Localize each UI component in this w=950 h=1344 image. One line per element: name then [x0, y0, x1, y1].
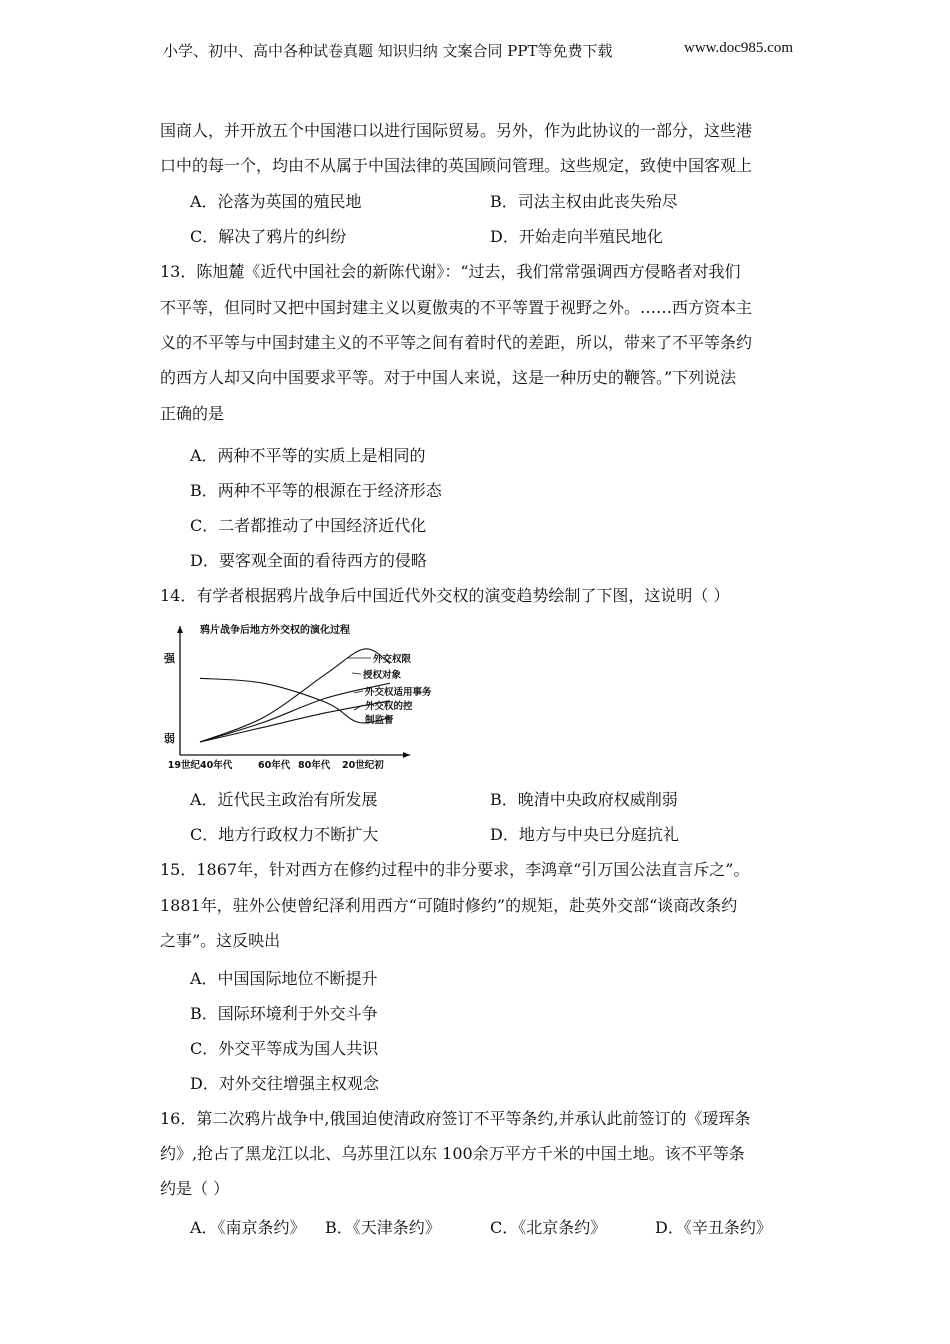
series-label-4: 制监督 [365, 715, 394, 726]
q16-option-d[interactable]: D．《辛丑条约》 [655, 1218, 772, 1237]
q16-line-2: 约》,抢占了黑龙江以北、乌苏里江以东 100余万平方千米的中国土地。该不平等条 [160, 1144, 745, 1163]
series-leader-2 [352, 673, 361, 674]
series-label-3: 外交权适用事务 [365, 687, 432, 698]
x-tick-label: 80年代 [298, 760, 331, 770]
q16-option-a[interactable]: A．《南京条约》 [190, 1218, 306, 1237]
header-text: 小学、初中、高中各种试卷真题 知识归纳 文案合同 PPT等免费下载 [163, 42, 613, 60]
q16-option-b[interactable]: B．《天津条约》 [325, 1218, 441, 1237]
q12-option-a[interactable]: A．沦落为英国的殖民地 [190, 192, 362, 211]
q12-option-b[interactable]: B．司法主权由此丧失殆尽 [490, 192, 678, 211]
chart-svg [160, 618, 460, 770]
q15-option-c[interactable]: C．外交平等成为国人共识 [190, 1039, 379, 1058]
x-tick-label: 20世纪初 [342, 760, 384, 770]
q13-line-3: 义的不平等与中国封建主义的不平等之间有着时代的差距，所以，带来了不平等条约 [160, 333, 753, 352]
series-label-4: 外交权的控 [365, 701, 413, 712]
q16-line-1: 16．第二次鸦片战争中,俄国迫使清政府签订不平等条约,并承认此前签订的《瑷珲条 [160, 1109, 751, 1128]
q13-option-d[interactable]: D．要客观全面的看待西方的侵略 [190, 551, 427, 570]
q13-option-c[interactable]: C．二者都推动了中国经济近代化 [190, 516, 427, 535]
q14-line-1: 14．有学者根据鸦片战争后中国近代外交权的演变趋势绘制了下图，这说明（ ） [160, 586, 730, 605]
q15-option-a[interactable]: A．中国国际地位不断提升 [190, 969, 378, 988]
q15-line-1: 15．1867年，针对西方在修约过程中的非分要求，李鸿章“引万国公法直言斥之”。 [160, 860, 750, 879]
series-line-1 [200, 649, 390, 742]
q14-option-a[interactable]: A．近代民主政治有所发展 [190, 790, 378, 809]
q12-option-d[interactable]: D．开始走向半殖民地化 [490, 227, 663, 246]
x-tick-label: 19世纪40年代 [167, 760, 233, 770]
q13-line-2: 不平等，但同时又把中国封建主义以夏傲夷的不平等置于视野之外。……西方资本主 [160, 298, 753, 317]
q13-line-5: 正确的是 [160, 404, 225, 423]
page-header [163, 40, 793, 61]
series-label-1: 外交权限 [373, 654, 412, 665]
y-label-weak: 弱 [164, 732, 175, 745]
q12-line-1: 国商人，并开放五个中国港口以进行国际贸易。另外，作为此协议的一部分，这些港 [160, 121, 753, 140]
diplomatic-power-chart [160, 618, 460, 770]
y-label-strong: 强 [164, 652, 175, 665]
chart-title: 鸦片战争后地方外交权的演化过程 [200, 625, 350, 636]
q16-option-c[interactable]: C．《北京条约》 [490, 1218, 607, 1237]
series-line-2 [200, 683, 390, 742]
series-line-3 [200, 701, 390, 742]
q15-option-b[interactable]: B．国际环境利于外交斗争 [190, 1004, 378, 1023]
q14-option-b[interactable]: B．晚清中央政府权威削弱 [490, 790, 678, 809]
series-leader-3 [354, 691, 363, 693]
q14-option-c[interactable]: C．地方行政权力不断扩大 [190, 825, 379, 844]
q13-line-1: 13．陈旭麓《近代中国社会的新陈代谢》：“过去，我们常常强调西方侵略者对我们 [160, 262, 741, 281]
y-axis-arrow [177, 626, 183, 633]
q16-line-3: 约是（ ） [160, 1179, 230, 1198]
q12-option-c[interactable]: C．解决了鸦片的纠纷 [190, 227, 347, 246]
x-tick-label: 60年代 [258, 760, 291, 770]
q13-option-a[interactable]: A．两种不平等的实质上是相同的 [190, 446, 426, 465]
q15-line-3: 之事”。这反映出 [160, 931, 281, 950]
q14-option-d[interactable]: D．地方与中央已分庭抗礼 [490, 825, 679, 844]
q12-line-2: 口中的每一个，均由不从属于中国法律的英国顾问管理。这些规定，致使中国客观上 [160, 156, 753, 175]
series-label-2: 授权对象 [363, 670, 402, 681]
series-line-4 [200, 678, 390, 723]
header-url[interactable]: www.doc985.com [683, 40, 793, 56]
x-axis-arrow [403, 752, 410, 758]
q15-option-d[interactable]: D．对外交往增强主权观念 [190, 1074, 379, 1093]
q15-line-2: 1881年，驻外公使曾纪泽利用西方“可随时修约”的规矩，赴英外交部“谈商改条约 [160, 896, 738, 915]
q13-option-b[interactable]: B．两种不平等的根源在于经济形态 [190, 481, 442, 500]
q13-line-4: 的西方人却又向中国要求平等。对于中国人来说，这是一种历史的鞭答。”下列说法 [160, 368, 737, 387]
